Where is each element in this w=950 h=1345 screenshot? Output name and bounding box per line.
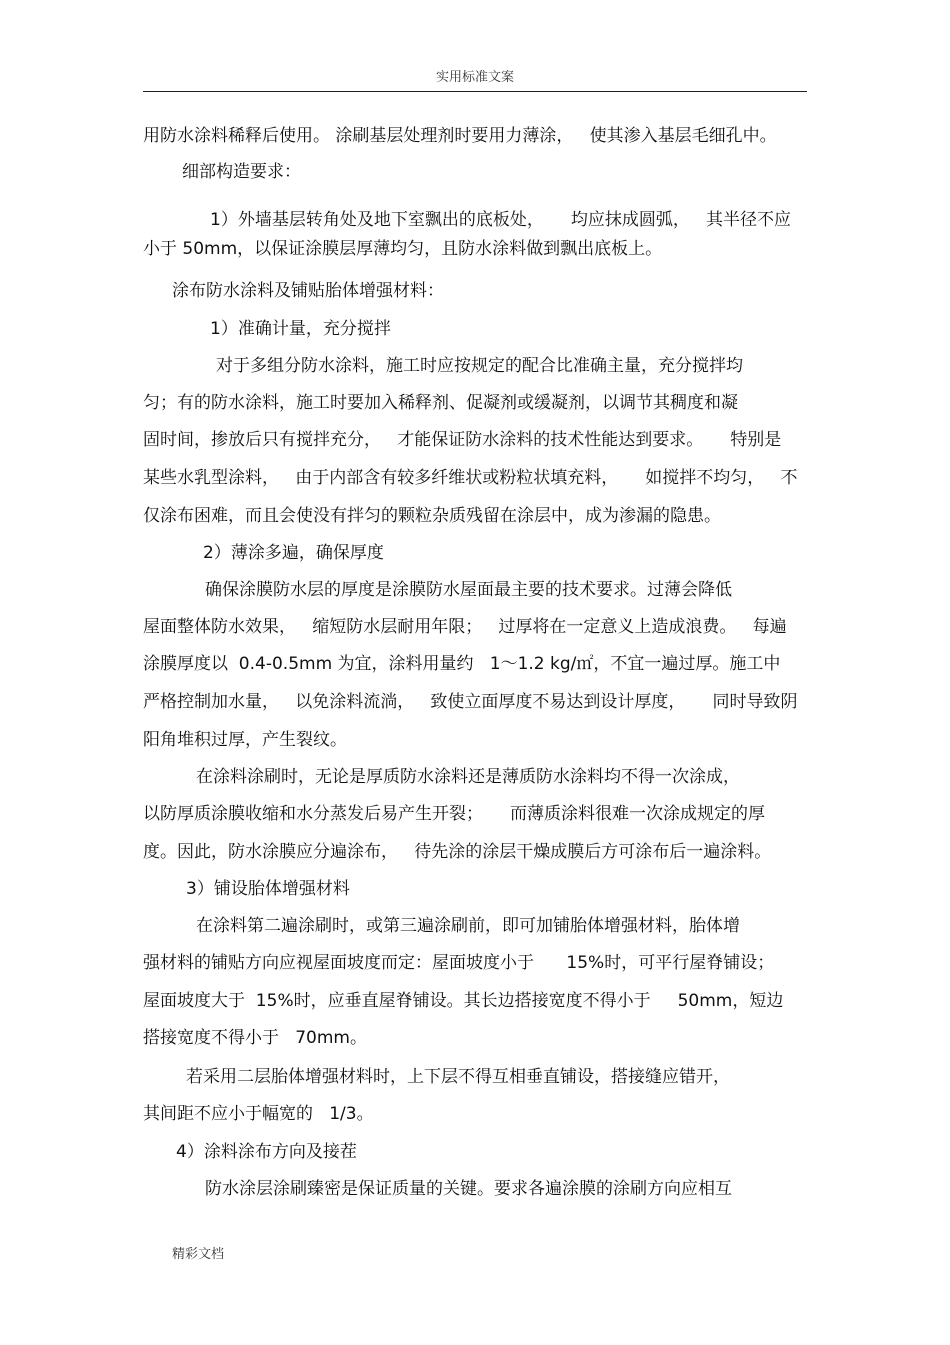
text-line: 度。因此，防水涂膜应分遍涂布， 待先涂的涂层干燥成膜后方可涂布后一遍涂料。 — [143, 842, 772, 862]
text-line: 若采用二层胎体增强材料时，上下层不得互相垂直铺设，搭接缝应错开， — [186, 1067, 730, 1087]
text-line: 涂膜厚度以 0.4-0.5mm 为宜，涂料用量约 1～1.2 kg/㎡，不宜一遍过厚。施工中 — [143, 654, 781, 674]
header-rule — [143, 91, 807, 92]
text-line: 某些水乳型涂料， 由于内部含有较多纤维状或粉粒状填充料， 如搅拌不均匀， 不 — [143, 468, 798, 488]
text-line: 匀；有的防水涂料，施工时要加入稀释剂、促凝剂或缓凝剂，以调节其稠度和凝 — [143, 393, 738, 413]
text-line: 4）涂料涂布方向及接茬 — [176, 1142, 357, 1162]
text-line: 3）铺设胎体增强材料 — [186, 879, 350, 899]
text-line: 1）准确计量，充分搅拌 — [210, 319, 391, 339]
text-line: 在涂料涂刷时，无论是厚质防水涂料还是薄质防水涂料均不得一次涂成， — [196, 767, 740, 787]
text-line: 在涂料第二遍涂刷时，或第三遍涂刷前，即可加铺胎体增强材料，胎体增 — [196, 916, 740, 936]
text-line: 涂布防水涂料及铺贴胎体增强材料： — [172, 281, 444, 301]
text-line: 确保涂膜防水层的厚度是涂膜防水屋面最主要的技术要求。过薄会降低 — [205, 580, 732, 600]
text-line: 1）外墙基层转角处及地下室飘出的底板处， 均应抹成圆弧， 其半径不应 — [210, 210, 792, 230]
text-line: 严格控制加水量， 以免涂料流淌， 致使立面厚度不易达到设计厚度， 同时导致阴 — [143, 692, 798, 712]
page-footer: 精彩文档 — [172, 1247, 225, 1262]
text-line: 其间距不应小于幅宽的 1/3。 — [143, 1104, 374, 1124]
text-line: 以防厚质涂膜收缩和水分蒸发后易产生开裂； 而薄质涂料很难一次涂成规定的厚 — [143, 804, 766, 824]
text-line: 对于多组分防水涂料，施工时应按规定的配合比准确主量，充分搅拌均 — [216, 356, 743, 376]
text-line: 用防水涂料稀释后使用。 涂刷基层处理剂时要用力薄涂， 使其渗入基层毛细孔中。 — [143, 126, 777, 146]
text-line: 2）薄涂多遍，确保厚度 — [203, 543, 384, 563]
text-line: 搭接宽度不得小于 70mm。 — [143, 1028, 367, 1048]
text-line: 防水涂层涂刷臻密是保证质量的关键。要求各遍涂膜的涂刷方向应相互 — [205, 1179, 732, 1199]
text-line: 屋面坡度大于 15%时，应垂直屋脊铺设。其长边搭接宽度不得小于 50mm，短边 — [143, 991, 784, 1011]
text-line: 细部构造要求： — [182, 162, 301, 182]
text-line: 阳角堆积过厚，产生裂纹。 — [143, 730, 347, 750]
text-line: 屋面整体防水效果， 缩短防水层耐用年限； 过厚将在一定意义上造成浪费。 每遍 — [143, 617, 787, 637]
page-header: 实用标准文案 — [435, 70, 514, 85]
text-line: 固时间，掺放后只有搅拌充分， 才能保证防水涂料的技术性能达到要求。 特别是 — [143, 430, 782, 450]
text-line: 仅涂布困难，而且会使没有拌匀的颗粒杂质残留在涂层中，成为渗漏的隐患。 — [143, 506, 721, 526]
text-line: 小于 50mm，以保证涂膜层厚薄均匀，且防水涂料做到飘出底板上。 — [143, 239, 663, 259]
text-line: 强材料的铺贴方向应视屋面坡度而定：屋面坡度小于 15%时，可平行屋脊铺设； — [143, 953, 775, 973]
